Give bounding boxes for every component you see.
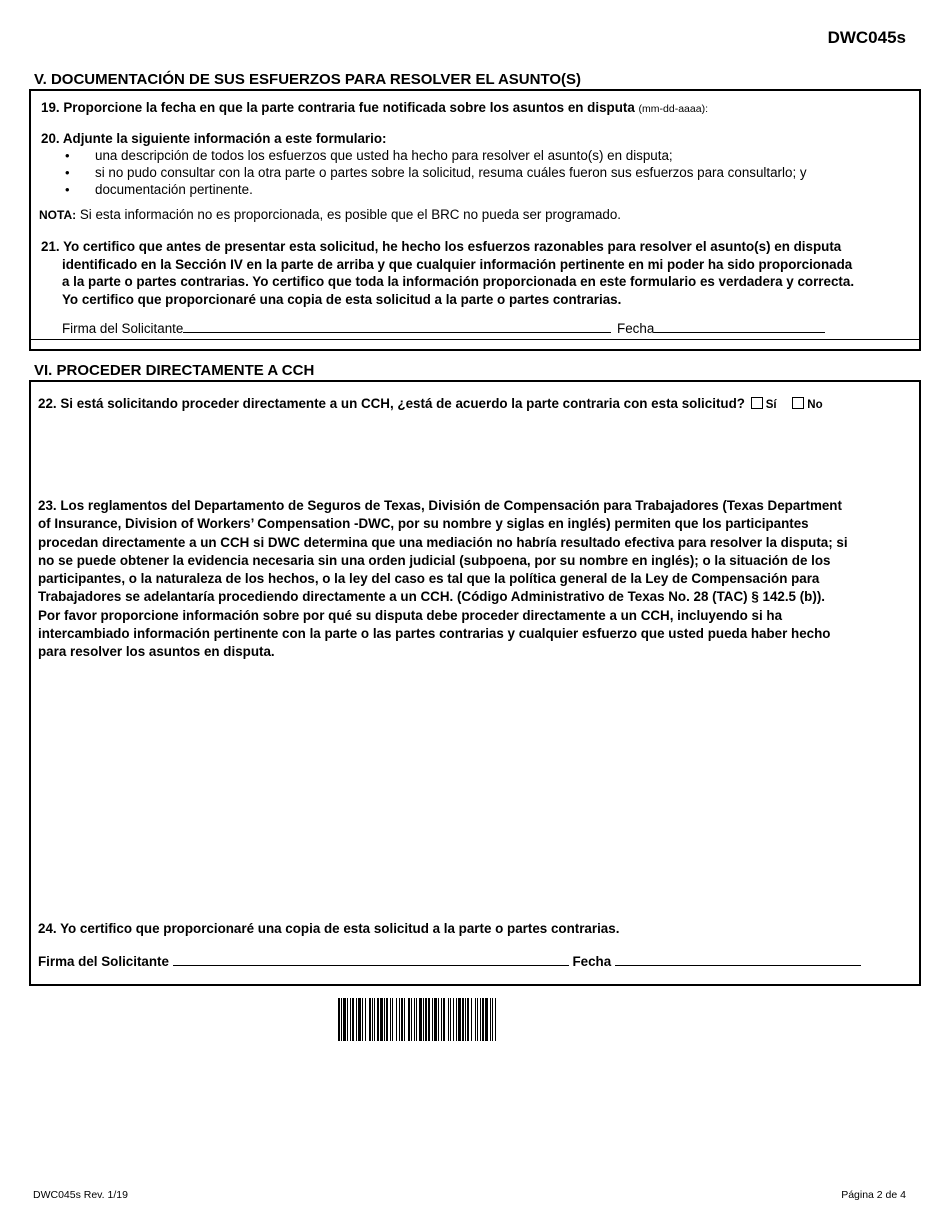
- question-21-line: identificado en la Sección IV en la parte de arriba y que cualquier información pertinente en mi poder ha sido proporcionada: [62, 256, 853, 272]
- yes-checkbox[interactable]: [751, 397, 763, 409]
- question-21: [41, 238, 854, 308]
- barcode: [338, 998, 612, 1041]
- question-23-line: 23. Los reglamentos del Departamento de Seguros de Texas, División de Compensación para Trabajadores (Texas Department: [38, 498, 842, 513]
- date-label: Fecha: [572, 954, 612, 969]
- question-23-line: intercambiado información pertinente con la parte o las partes contrarias y cualquier esfuerzo que usted pueda haber hecho: [38, 626, 831, 642]
- question-21-line: a la parte o partes contrarias. Yo certifico que toda la información proporcionada en este formulario es verdadera y correcta.: [62, 274, 855, 289]
- no-label: No: [807, 399, 823, 411]
- question-23-line: Trabajadores se adelantaría procediendo directamente a un CCH. (Código Administrativo de Texas No. 28 (TAC) § 142.5 (b)).: [38, 589, 826, 605]
- note-label: NOTA:: [39, 208, 77, 222]
- yes-label: Sí: [765, 399, 777, 411]
- question-23-line: participantes, o la naturaleza de los hechos, o la ley del caso es tal que la política general de la Ley de Compensación para: [38, 571, 820, 587]
- list-item: • documentación pertinente.: [41, 181, 807, 198]
- question-20-list: [41, 147, 807, 198]
- footer-revision: DWC045s Rev. 1/19: [33, 1189, 128, 1201]
- question-22: [38, 395, 823, 414]
- signature-row-21: [62, 319, 825, 336]
- question-19-text: 19. Proporcione la fecha en que la parte contraria fue notificada sobre los asuntos en disputa: [41, 100, 635, 115]
- date-field[interactable]: [615, 952, 861, 966]
- question-23-line: of Insurance, Division of Workers’ Compensation -DWC, por su nombre y siglas en inglés) permiten que los participantes: [38, 516, 809, 532]
- date-format-hint: (mm-dd-aaaa):: [638, 103, 708, 115]
- section-5-box: [29, 89, 921, 351]
- question-23: [38, 497, 848, 662]
- section-5-title: V. DOCUMENTACIÓN DE SUS ESFUERZOS PARA RESOLVER EL ASUNTO(S): [34, 71, 582, 88]
- question-23-line: no se puede obtener la evidencia necesaria sin una orden judicial (subpoena, por su nombre en inglés); o la situación de los: [38, 552, 831, 568]
- footer-page: Página 2 de 4: [841, 1189, 906, 1201]
- note: [39, 207, 621, 222]
- signature-row-24: [38, 952, 861, 971]
- question-23-line: Por favor proporcione información sobre por qué su disputa debe proceder directamente a un CCH, incluyendo si ha: [38, 607, 783, 623]
- section-5-divider: [31, 339, 919, 340]
- list-item: • si no pudo consultar con la otra parte o partes sobre la solicitud, resuma cuáles fueron sus esfuerzos para consultarlo; y: [41, 164, 807, 181]
- date-label: Fecha: [617, 321, 655, 336]
- form-id: DWC045s: [827, 28, 906, 47]
- question-24-text: 24. Yo certifico que proporcionaré una copia de esta solicitud a la parte o partes contrarias.: [38, 921, 620, 936]
- signature-field[interactable]: [183, 319, 611, 333]
- question-23-line: procedan directamente a un CCH si DWC determina que una mediación no habría resultado efectiva para resolver la disputa; si: [38, 534, 848, 550]
- signature-label: Firma del Solicitante: [38, 954, 169, 969]
- date-field[interactable]: [654, 319, 825, 333]
- list-item: • una descripción de todos los esfuerzos que usted ha hecho para resolver el asunto(s) en disputa;: [41, 147, 807, 164]
- signature-label: Firma del Solicitante: [62, 321, 184, 336]
- question-21-line: 21. Yo certifico que antes de presentar esta solicitud, he hecho los esfuerzos razonables para resolver el asunto(s) en disputa: [41, 239, 842, 254]
- section-6-box: [29, 380, 921, 986]
- question-21-line: Yo certifico que proporcionaré una copia de esta solicitud a la parte o partes contrarias.: [62, 291, 622, 307]
- question-23-line: para resolver los asuntos en disputa.: [38, 644, 275, 660]
- question-22-text: 22. Si está solicitando proceder directamente a un CCH, ¿está de acuerdo la parte contraria con esta solicitud?: [38, 396, 745, 411]
- no-checkbox[interactable]: [792, 397, 804, 409]
- note-text: Si esta información no es proporcionada, es posible que el BRC no pueda ser programado.: [79, 207, 622, 222]
- question-19: [41, 99, 708, 118]
- question-20-text: 20. Adjunte la siguiente información a este formulario:: [41, 131, 387, 146]
- barcode-graphic: [338, 998, 612, 1041]
- section-6-title: VI. PROCEDER DIRECTAMENTE A CCH: [34, 362, 315, 379]
- signature-field[interactable]: [173, 952, 569, 966]
